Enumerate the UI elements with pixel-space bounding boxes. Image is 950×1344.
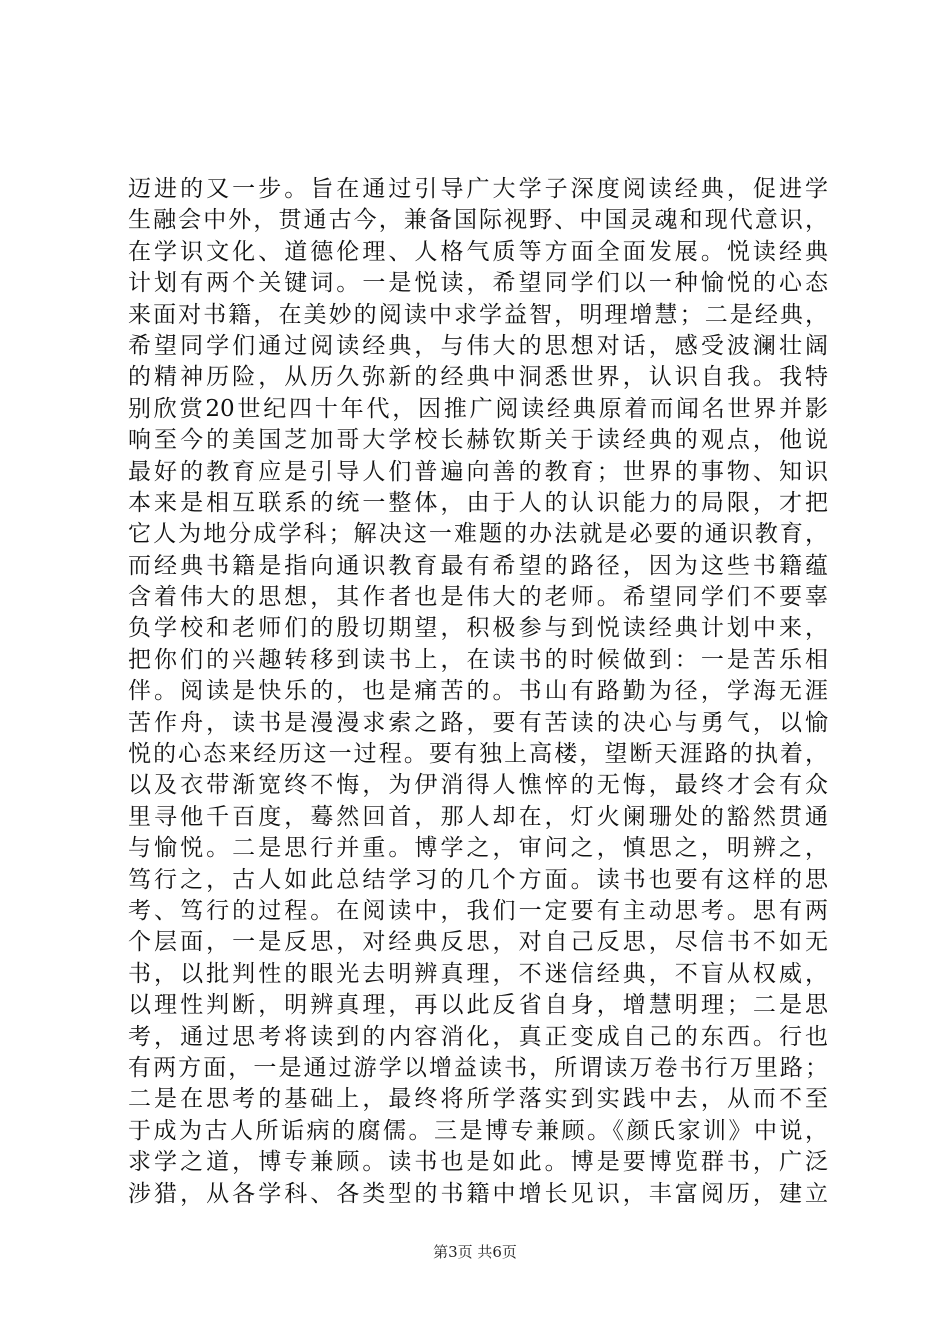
body-text [128,174,828,1210]
text-line: 悦的心态来经历这一过程。要有独上高楼，望断天涯路的执着， [128,741,828,768]
text-line: 它人为地分成学科；解决这一难题的办法就是必要的通识教育， [128,521,828,548]
text-line: 有两方面，一是通过游学以增益读书，所谓读万卷书行万里路； [128,1054,828,1081]
page-footer: 第3页 共6页 [433,1243,517,1261]
text-line: 求学之道，博专兼顾。读书也是如此。博是要博览群书，广泛 [128,1149,828,1176]
text-line: 本来是相互联系的统一整体，由于人的认识能力的局限，才把 [128,489,828,516]
text-line: 考，通过思考将读到的内容消化，真正变成自己的东西。行也 [128,1023,828,1050]
text-line: 笃行之，古人如此总结学习的几个方面。读书也要有这样的思 [128,866,828,893]
text-line: 迈进的又一步。旨在通过引导广大学子深度阅读经典，促进学 [128,176,828,202]
text-line: 而经典书籍是指向通识教育最有希望的路径，因为这些书籍蕴 [128,552,828,579]
text-line: 负学校和老师们的殷切期望，积极参与到悦读经典计划中来， [128,615,828,642]
text-line: 来面对书籍，在美妙的阅读中求学益智，明理增慧；二是经典， [128,301,828,328]
text-line: 以及衣带渐宽终不悔，为伊消得人憔悴的无悔，最终才会有众 [128,772,828,799]
text-line: 涉猎，从各学科、各类型的书籍中增长见识，丰富阅历，建立 [128,1180,828,1207]
text-line: 以理性判断，明辨真理，再以此反省自身，增慧明理；二是思 [128,992,828,1019]
text-line: 计划有两个关键词。一是悦读，希望同学们以一种愉悦的心态 [128,270,828,297]
text-line: 响至今的美国芝加哥大学校长赫钦斯关于读经典的观点，他说 [128,427,828,454]
text-line: 含着伟大的思想，其作者也是伟大的老师。希望同学们不要辜 [128,584,828,611]
text-line: 考、笃行的过程。在阅读中，我们一定要有主动思考。思有两 [128,897,828,924]
text-line: 个层面，一是反思，对经典反思，对自己反思，尽信书不如无 [128,929,828,956]
text-line: 的精神历险，从历久弥新的经典中洞悉世界，认识自我。我特 [128,364,828,391]
text-line: 生融会中外，贯通古今，兼备国际视野、中国灵魂和现代意识， [128,207,828,234]
text-line: 希望同学们通过阅读经典，与伟大的思想对话，感受波澜壮阔 [128,332,828,359]
text-line: 里寻他千百度，蓦然回首，那人却在，灯火阑珊处的豁然贯通 [128,803,828,830]
text-line: 在学识文化、道德伦理、人格气质等方面全面发展。悦读经典 [128,238,828,265]
text-line: 二是在思考的基础上，最终将所学落实到实践中去，从而不至 [128,1086,828,1113]
text-line: 最好的教育应是引导人们普遍向善的教育；世界的事物、知识 [128,458,828,485]
text-line: 苦作舟，读书是漫漫求索之路，要有苦读的决心与勇气，以愉 [128,709,828,736]
text-line: 别欣赏20世纪四十年代，因推广阅读经典原着而闻名世界并影 [128,395,828,422]
text-line: 把你们的兴趣转移到读书上，在读书的时候做到：一是苦乐相 [128,646,828,673]
text-line: 于成为古人所诟病的腐儒。三是博专兼顾。《颜氏家训》中说， [128,1117,828,1144]
text-line: 伴。阅读是快乐的，也是痛苦的。书山有路勤为径，学海无涯 [128,678,828,705]
text-line: 书，以批判性的眼光去明辨真理，不迷信经典，不盲从权威， [128,960,828,987]
text-line: 与愉悦。二是思行并重。博学之，审问之，慎思之，明辨之， [128,835,828,862]
